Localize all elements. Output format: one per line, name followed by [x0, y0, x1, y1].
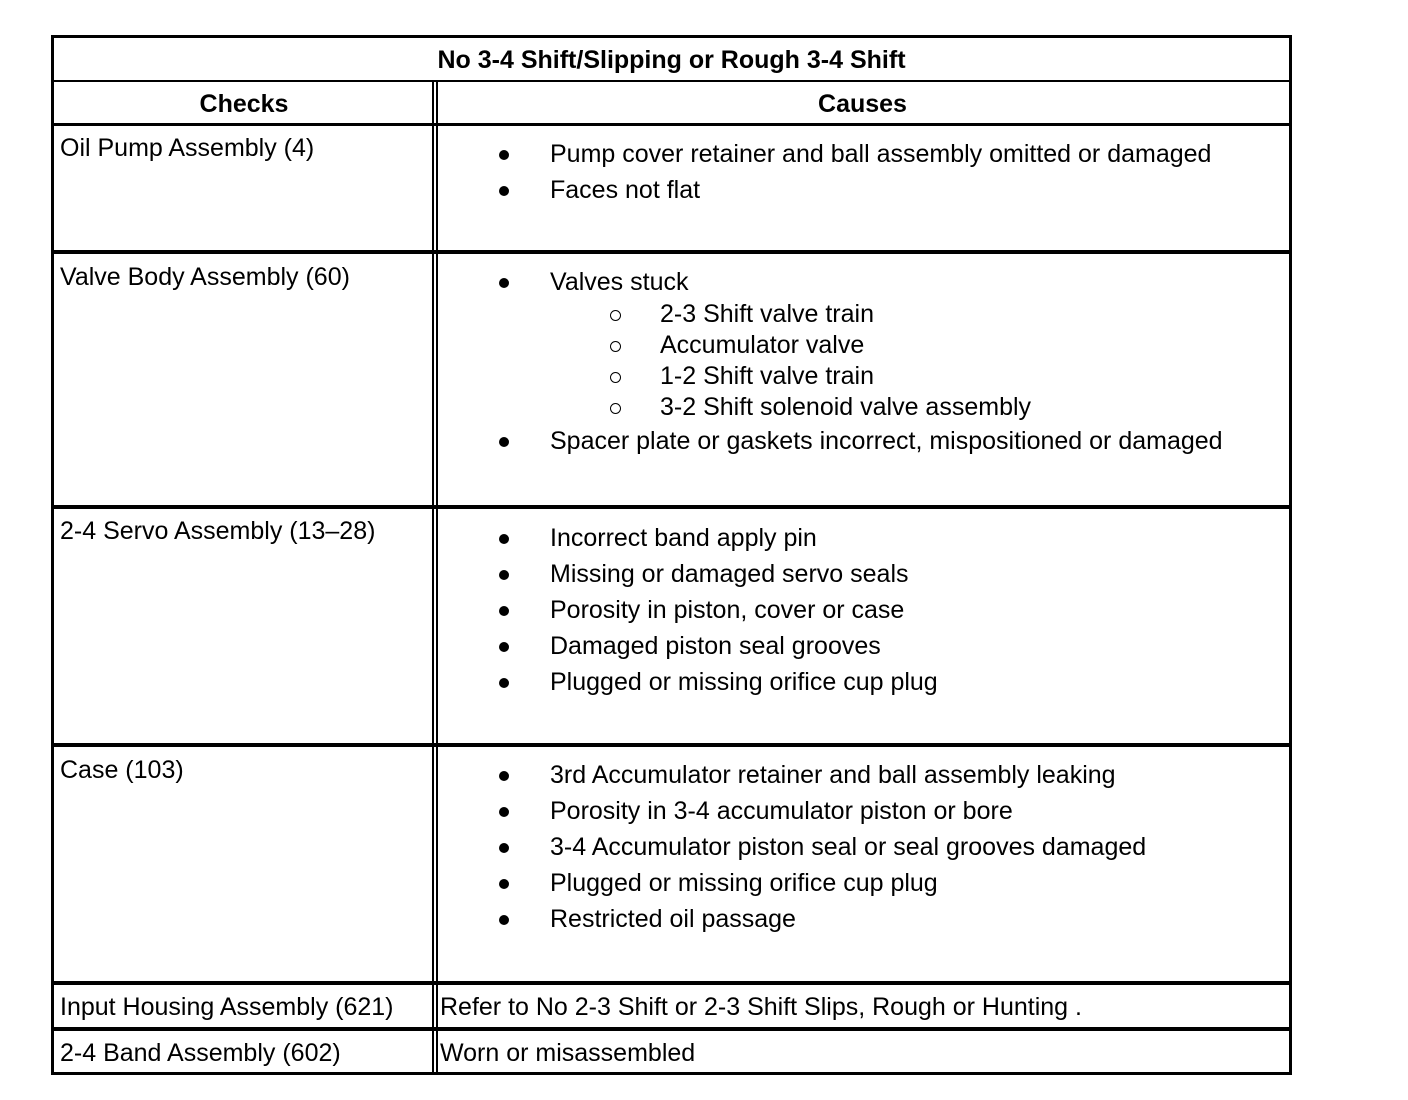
check-servo: 2-4 Servo Assembly (13–28)	[60, 517, 376, 545]
check-input-housing: Input Housing Assembly (621)	[60, 993, 394, 1021]
table-title: No 3-4 Shift/Slipping or Rough 3-4 Shift	[437, 46, 906, 74]
bullet-icon	[498, 901, 510, 937]
column-divider	[436, 82, 438, 981]
circle-bullet-icon	[610, 299, 622, 330]
header-causes: Causes	[818, 90, 907, 118]
bullet-icon	[498, 757, 510, 793]
bullet-icon	[498, 793, 510, 829]
bullet-icon	[498, 136, 510, 172]
check-band: 2-4 Band Assembly (602)	[60, 1039, 341, 1067]
bullet-icon	[498, 664, 510, 700]
bullet-icon	[498, 829, 510, 865]
bullet-icon	[498, 865, 510, 901]
row-divider	[54, 1027, 1289, 1031]
check-case: Case (103)	[60, 756, 184, 784]
check-valve-body: Valve Body Assembly (60)	[60, 263, 350, 291]
header-checks: Checks	[199, 90, 289, 118]
circle-bullet-icon	[610, 330, 622, 361]
check-oil-pump: Oil Pump Assembly (4)	[60, 134, 315, 162]
cause-band: Worn or misassembled	[440, 1039, 696, 1067]
bullet-icon	[498, 520, 510, 556]
column-divider	[432, 82, 434, 981]
divider	[54, 80, 1289, 82]
diagnosis-table: No 3-4 Shift/Slipping or Rough 3-4 Shift Checks Causes Oil Pump Assembly (4) Pump cover retainer and ball assembly omitted or damaged Faces not flat Valve Body Assembly (60) Valves stuck 2-3 Shift valve train Accumulator valve 1-2 Shift valve train 3-2 Shift solenoid valve assembly Spacer plate or gaskets incorrect, mispositioned or damaged 2-4 Servo Assembly (13–28) Incorrect band apply pin Missing or damaged servo seals Porosity in piston, cover or case Damaged piston seal grooves Plugged or missing orifice cup plug Case (103) 3rd Accumulator retainer and ball assembly leaking Porosity in 3-4 accumulator piston or bore 3-4 Accumulator piston seal or seal grooves damaged Plugged or missing orifice cup plug Restricted oil passage Input Housing Assembly (621) Refer to No 2-3 Shift or 2-3 Shift Slips, Rough or Hunting . 2-4 Band Assembly (602) Worn or misassembled	[51, 35, 1292, 1075]
cause-input-housing: Refer to No 2-3 Shift or 2-3 Shift Slips, Rough or Hunting .	[440, 993, 1082, 1021]
row-divider	[54, 743, 1289, 747]
bullet-icon	[498, 628, 510, 664]
row-divider	[54, 505, 1289, 509]
circle-bullet-icon	[610, 361, 622, 392]
bullet-icon	[498, 423, 510, 459]
divider	[54, 123, 1289, 126]
row-divider	[54, 981, 1289, 985]
bullet-icon	[498, 556, 510, 592]
circle-bullet-icon	[610, 392, 622, 423]
bullet-icon	[498, 592, 510, 628]
row-divider	[54, 250, 1289, 254]
bullet-icon	[498, 172, 510, 208]
bullet-icon	[498, 265, 510, 299]
